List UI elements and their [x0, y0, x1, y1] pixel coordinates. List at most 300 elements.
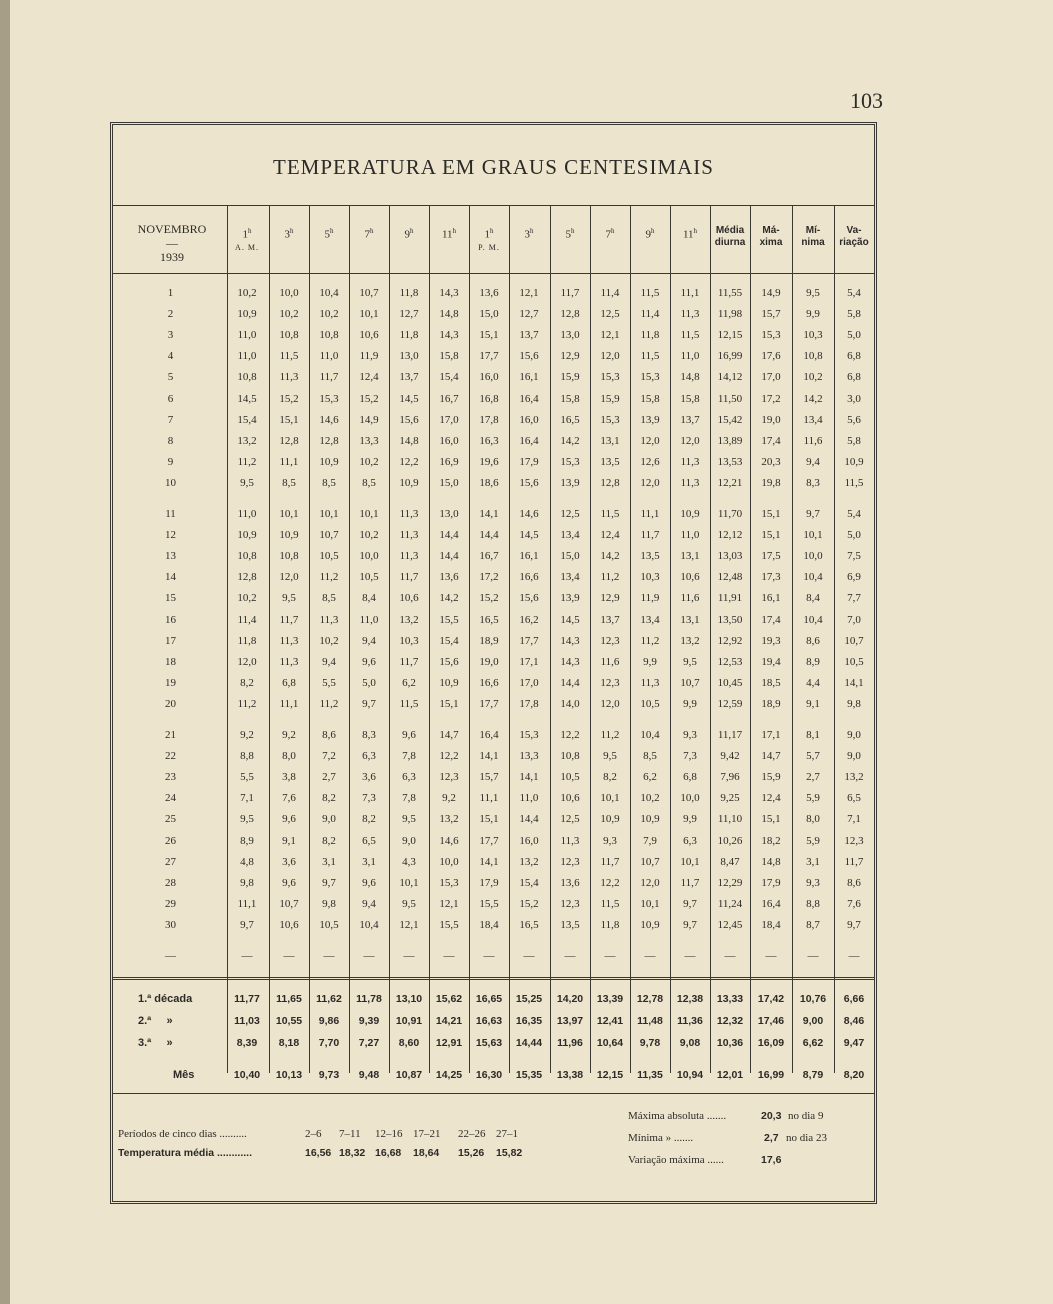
- temperature-cell: 10,8: [560, 750, 580, 763]
- temperature-cell: 7,6: [282, 792, 296, 805]
- temperature-cell: 11,4: [237, 613, 257, 626]
- temperature-cell: 11,5: [680, 329, 700, 342]
- temperature-cell: 13,7: [680, 413, 700, 426]
- temperature-cell: 10,2: [803, 371, 823, 384]
- temperature-cell: 7,7: [847, 592, 861, 605]
- temperature-cell: 13,2: [439, 813, 459, 826]
- temperature-cell: 12,2: [600, 876, 620, 889]
- hour-label: 11$^h$: [682, 227, 698, 241]
- temperature-cell: 10,2: [359, 455, 379, 468]
- temperature-cell: 15,5: [439, 613, 459, 626]
- temperature-cell: 7,1: [847, 813, 861, 826]
- temperature-cell: —: [765, 950, 777, 962]
- temperature-cell: 5,5: [240, 771, 254, 784]
- temperature-cell: 5,6: [847, 413, 861, 426]
- temperature-cell: 7,8: [402, 792, 416, 805]
- summary-value: 16,65: [475, 993, 503, 1005]
- temperature-cell: 11,3: [279, 655, 299, 668]
- temperature-cell: 10,9: [600, 813, 620, 826]
- summary-label: 1.ª década: [138, 993, 193, 1005]
- hour-header: [631, 225, 669, 241]
- summary-value: 8,20: [843, 1069, 865, 1081]
- temperature-cell: 12,4: [600, 529, 620, 542]
- temperature-cell: 18,4: [761, 918, 781, 931]
- temperature-cell: —: [644, 950, 656, 962]
- temperature-cell: 12,0: [600, 350, 620, 363]
- temperature-cell: 17,7: [519, 634, 539, 647]
- summary-value: 8,79: [802, 1069, 824, 1081]
- summary-value: 16,99: [757, 1069, 785, 1081]
- summary-value: 12,01: [716, 1069, 744, 1081]
- temperature-cell: 18,9: [761, 697, 781, 710]
- temperature-cell: 17,8: [479, 413, 499, 426]
- temperature-cell: 7,3: [362, 792, 376, 805]
- temperature-cell: 10,9: [279, 529, 299, 542]
- temperature-cell: —: [724, 950, 736, 962]
- temperature-cell: 13,89: [717, 434, 743, 447]
- temperature-cell: 15,6: [439, 655, 459, 668]
- temperature-cell: 12,3: [439, 771, 459, 784]
- temperature-cell: 16,5: [560, 413, 580, 426]
- temperature-cell: 12,1: [399, 918, 419, 931]
- temperature-cell: 11,3: [560, 834, 580, 847]
- temperature-cell: 12,0: [237, 655, 257, 668]
- temperature-cell: 11,2: [319, 571, 339, 584]
- temperature-cell: —: [483, 950, 495, 962]
- temperature-cell: 17,1: [519, 655, 539, 668]
- temperature-cell: 4,3: [402, 855, 416, 868]
- temperature-cell: —: [523, 950, 535, 962]
- temperature-cell: 11,8: [640, 329, 660, 342]
- summary-value: 16,35: [515, 1015, 543, 1027]
- temperature-cell: 9,6: [402, 729, 416, 741]
- temperature-cell: 13,2: [399, 613, 419, 626]
- temperature-cell: 13,7: [519, 329, 539, 342]
- max-abs-label: Máxima absoluta .......: [628, 1110, 727, 1122]
- temperature-cell: 15,4: [519, 876, 539, 889]
- temperature-cell: 10,1: [640, 897, 660, 910]
- temperature-cell: 16,3: [479, 434, 499, 447]
- period-temperature: 18,64: [413, 1147, 440, 1159]
- day-number: 9: [167, 455, 174, 468]
- temperature-cell: 10,8: [279, 550, 299, 563]
- temperature-cell: 8,2: [322, 834, 336, 847]
- temperature-cell: 9,7: [322, 876, 336, 889]
- hour-header: [350, 225, 388, 241]
- temperature-cell: 10,4: [359, 918, 379, 931]
- temperature-cell: 13,1: [600, 434, 620, 447]
- temperature-cell: 10,0: [439, 855, 459, 868]
- temperature-cell: —: [323, 950, 335, 962]
- temperature-cell: 13,5: [640, 550, 660, 563]
- temperature-cell: 14,1: [844, 676, 864, 689]
- temperature-cell: 16,1: [519, 371, 539, 384]
- temperature-cell: 14,9: [359, 413, 379, 426]
- summary-label: 3.ª »: [138, 1037, 173, 1049]
- temperature-cell: 11,0: [237, 508, 257, 520]
- summary-value: 10,36: [716, 1037, 744, 1049]
- temperature-cell: 20,3: [761, 455, 781, 468]
- temperature-cell: 14,3: [439, 329, 459, 342]
- temperature-cell: 14,0: [560, 697, 580, 710]
- temperature-cell: 16,8: [479, 392, 499, 405]
- temperature-cell: 15,5: [439, 918, 459, 931]
- summary-value: 9,08: [679, 1037, 701, 1049]
- temperature-cell: 10,2: [319, 634, 339, 647]
- temperature-cell: 17,6: [761, 350, 781, 363]
- temperature-cell: 12,5: [560, 813, 580, 826]
- temperature-cell: 11,98: [717, 308, 743, 321]
- temperature-cell: 18,5: [761, 676, 781, 689]
- temperature-cell: 15,42: [717, 413, 743, 426]
- temperature-cell: 11,0: [237, 350, 257, 363]
- temperature-cell: 11,6: [600, 655, 620, 668]
- day-number: 11: [165, 508, 176, 520]
- summary-value: 11,77: [234, 993, 260, 1005]
- temperature-cell: 16,2: [519, 613, 539, 626]
- temperature-cell: 5,0: [847, 329, 861, 342]
- periods-label: Períodos de cinco dias ..........: [118, 1128, 247, 1140]
- variation-value: 17,6: [761, 1154, 782, 1166]
- stat-header-line: Média: [715, 225, 745, 236]
- temperature-cell: 16,4: [519, 392, 539, 405]
- temperature-cell: 11,3: [680, 308, 700, 321]
- period-range: 7–11: [339, 1128, 361, 1140]
- temperature-cell: 11,8: [237, 634, 257, 647]
- temperature-cell: 6,2: [402, 676, 416, 689]
- temperature-cell: 12,0: [640, 434, 660, 447]
- temperature-cell: 3,0: [847, 392, 861, 405]
- temperature-cell: 7,9: [643, 834, 657, 847]
- period-range: 17–21: [413, 1128, 441, 1140]
- temperature-cell: 9,6: [362, 655, 376, 668]
- temperature-cell: 13,4: [560, 529, 580, 542]
- day-number: 3: [167, 329, 174, 342]
- temperature-cell: 4,8: [240, 855, 254, 868]
- temperature-cell: 15,1: [761, 508, 781, 520]
- temperature-cell: 8,3: [362, 729, 376, 741]
- temperature-cell: 17,0: [761, 371, 781, 384]
- temperature-cell: 9,3: [683, 729, 697, 741]
- temperature-cell: 10,1: [359, 508, 379, 520]
- temperature-cell: 4,4: [806, 676, 820, 689]
- temperature-cell: 16,4: [519, 434, 539, 447]
- temperature-cell: 10,4: [803, 613, 823, 626]
- temperature-cell: 12,2: [399, 455, 419, 468]
- temperature-cell: 5,0: [362, 676, 376, 689]
- temperature-cell: 9,7: [240, 918, 254, 931]
- temperature-cell: 11,1: [680, 287, 700, 299]
- period-temperature: 15,26: [458, 1147, 485, 1159]
- temperature-cell: 10,8: [803, 350, 823, 363]
- temperature-cell: 5,9: [806, 834, 820, 847]
- temperature-cell: 2,7: [322, 771, 336, 784]
- stat-header: [751, 225, 791, 249]
- temperature-cell: 15,7: [761, 308, 781, 321]
- temperature-cell: 10,2: [319, 308, 339, 321]
- temperature-cell: 10,4: [803, 571, 823, 584]
- temperature-cell: 11,9: [359, 350, 379, 363]
- hour-header: [470, 225, 508, 254]
- hour-header: [551, 225, 589, 241]
- temperature-cell: 11,0: [680, 529, 700, 542]
- temperature-cell: 11,3: [399, 508, 419, 520]
- temperature-cell: 14,5: [519, 529, 539, 542]
- temperature-cell: 17,9: [519, 455, 539, 468]
- day-number: 26: [165, 834, 176, 847]
- min-day: no dia 23: [786, 1132, 827, 1144]
- temperature-cell: 6,8: [847, 350, 861, 363]
- summary-value: 17,42: [757, 993, 785, 1005]
- temperature-cell: 15,4: [439, 371, 459, 384]
- temperature-cell: 12,9: [600, 592, 620, 605]
- temperature-cell: 15,0: [439, 476, 459, 489]
- temperature-cell: 11,8: [600, 918, 620, 931]
- temperature-cell: 6,8: [847, 371, 861, 384]
- temperature-cell: 10,7: [359, 287, 379, 299]
- period-label: A. M.: [235, 242, 259, 252]
- temperature-cell: 5,9: [806, 792, 820, 805]
- period-label: P. M.: [478, 242, 500, 252]
- temperature-cell: 14,6: [519, 508, 539, 520]
- temperature-cell: 7,0: [847, 613, 861, 626]
- temperature-cell: 12,1: [519, 287, 539, 299]
- hour-header: [390, 225, 428, 241]
- temperature-cell: 10,26: [717, 834, 743, 847]
- temperature-cell: 11,0: [237, 329, 257, 342]
- temperature-cell: 13,2: [844, 771, 864, 784]
- temperature-cell: 10,1: [359, 308, 379, 321]
- temperature-cell: 9,4: [806, 455, 820, 468]
- temperature-cell: 11,7: [279, 613, 299, 626]
- hour-label: 3$^h$: [524, 227, 534, 241]
- temperature-cell: 6,3: [362, 750, 376, 763]
- temperature-cell: 12,8: [560, 308, 580, 321]
- summary-value: 9,86: [318, 1015, 340, 1027]
- temperature-cell: 10,7: [279, 897, 299, 910]
- summary-value: 16,63: [475, 1015, 503, 1027]
- temperature-cell: 17,2: [479, 571, 499, 584]
- temperature-cell: 9,2: [282, 729, 296, 741]
- summary-value: 14,25: [435, 1069, 463, 1081]
- temperature-cell: 14,8: [439, 308, 459, 321]
- temperature-cell: 14,2: [560, 434, 580, 447]
- temperature-cell: 15,3: [761, 329, 781, 342]
- temperature-cell: 12,53: [717, 655, 743, 668]
- temperature-cell: 10,6: [399, 592, 419, 605]
- temperature-cell: 13,0: [560, 329, 580, 342]
- temperature-cell: 12,48: [717, 571, 743, 584]
- temperature-cell: —: [283, 950, 295, 962]
- temperature-cell: 10,1: [680, 855, 700, 868]
- temperature-cell: 11,6: [680, 592, 700, 605]
- hour-header: [310, 225, 348, 241]
- temperature-cell: 11,17: [717, 729, 743, 741]
- temperature-cell: 11,2: [640, 634, 660, 647]
- temperature-cell: 10,5: [640, 697, 660, 710]
- page-binding-edge: [0, 0, 10, 1304]
- temperature-cell: 9,0: [847, 750, 861, 763]
- temperature-cell: 14,9: [761, 287, 781, 299]
- temperature-cell: 12,3: [560, 855, 580, 868]
- temperature-cell: 14,7: [439, 729, 459, 741]
- temperature-cell: 8,5: [643, 750, 657, 763]
- temperature-cell: 7,5: [847, 550, 861, 563]
- temperature-cell: 9,9: [643, 655, 657, 668]
- temperature-cell: 12,7: [519, 308, 539, 321]
- temperature-cell: 15,0: [560, 550, 580, 563]
- temperature-cell: 9,8: [240, 876, 254, 889]
- year-label: 1939: [160, 250, 184, 264]
- stat-header: [711, 225, 749, 249]
- temperature-cell: 15,9: [560, 371, 580, 384]
- temperature-cell: 14,8: [680, 371, 700, 384]
- temperature-cell: 15,3: [600, 371, 620, 384]
- temperature-cell: 9,5: [402, 897, 416, 910]
- temperature-cell: 10,8: [279, 329, 299, 342]
- temperature-cell: 12,4: [761, 792, 781, 805]
- summary-value: 10,91: [395, 1015, 423, 1027]
- temperature-cell: 8,4: [362, 592, 376, 605]
- temperature-cell: 14,2: [439, 592, 459, 605]
- temperature-cell: 6,8: [282, 676, 296, 689]
- temperature-cell: 9,6: [362, 876, 376, 889]
- temperature-cell: 3,1: [806, 855, 820, 868]
- summary-value: 9,78: [639, 1037, 661, 1049]
- temperature-cell: 14,8: [399, 434, 419, 447]
- summary-value: 10,87: [395, 1069, 423, 1081]
- temperature-cell: 12,2: [439, 750, 459, 763]
- temperature-cell: 11,3: [279, 371, 299, 384]
- period-range: 22–26: [458, 1128, 486, 1140]
- temperature-cell: 11,2: [237, 455, 257, 468]
- temperature-cell: 10,0: [803, 550, 823, 563]
- temperature-cell: 13,6: [479, 287, 499, 299]
- month-separator: —: [166, 236, 178, 250]
- temperature-cell: 5,8: [847, 434, 861, 447]
- stat-header-line: Mí-: [805, 225, 821, 236]
- summary-value: 9,47: [843, 1037, 865, 1049]
- day-number: 7: [167, 413, 174, 426]
- temperature-cell: 17,8: [519, 697, 539, 710]
- temperature-cell: 15,6: [399, 413, 419, 426]
- temperature-cell: 11,6: [803, 434, 823, 447]
- temperature-cell: 13,1: [680, 550, 700, 563]
- temperature-cell: 10,7: [844, 634, 864, 647]
- summary-value: 13,39: [596, 993, 624, 1005]
- temperature-cell: 11,1: [479, 792, 499, 805]
- summary-value: 13,38: [556, 1069, 584, 1081]
- temperature-cell: 8,6: [806, 634, 820, 647]
- temperature-cell: 10,5: [359, 571, 379, 584]
- temperature-cell: 11,7: [640, 529, 660, 542]
- temperature-cell: 11,8: [399, 329, 419, 342]
- summary-value: 11,65: [276, 993, 302, 1005]
- temp-media-label: Temperatura média ............: [118, 1147, 253, 1159]
- day-number: 14: [165, 571, 176, 584]
- summary-value: 14,20: [556, 993, 584, 1005]
- temperature-cell: —: [684, 950, 696, 962]
- temperature-cell: 11,3: [680, 476, 700, 489]
- temperature-cell: 11,9: [640, 592, 660, 605]
- summary-value: 8,60: [398, 1037, 420, 1049]
- temperature-cell: 11,2: [600, 729, 620, 741]
- hour-header: [270, 225, 308, 241]
- temperature-cell: 13,03: [717, 550, 743, 563]
- temperature-cell: 9,0: [847, 729, 861, 741]
- temperature-cell: 10,9: [237, 529, 257, 542]
- temperature-cell: 6,5: [362, 834, 376, 847]
- summary-value: 13,10: [395, 993, 423, 1005]
- period-range: 12–16: [375, 1128, 403, 1140]
- temperature-cell: 10,4: [640, 729, 660, 741]
- temperature-cell: 9,3: [603, 834, 617, 847]
- temperature-cell: 17,7: [479, 834, 499, 847]
- hour-label: 5$^h$: [565, 227, 575, 241]
- summary-value: 10,94: [676, 1069, 704, 1081]
- temperature-cell: 7,2: [322, 750, 336, 763]
- temperature-cell: 10,9: [844, 455, 864, 468]
- temperature-cell: 11,1: [237, 897, 257, 910]
- temperature-cell: 15,3: [640, 371, 660, 384]
- temperature-cell: 14,3: [439, 287, 459, 299]
- temperature-cell: 10,7: [640, 855, 660, 868]
- hour-label: 9$^h$: [404, 227, 414, 241]
- temperature-cell: —: [564, 950, 576, 962]
- day-number: 20: [165, 697, 176, 710]
- hour-header: [228, 225, 266, 254]
- summary-value: 7,70: [318, 1037, 340, 1049]
- period-temperature: 16,56: [305, 1147, 332, 1159]
- temperature-cell: 13,7: [399, 371, 419, 384]
- summary-value: 13,97: [556, 1015, 584, 1027]
- temperature-cell: 15,1: [479, 329, 499, 342]
- temperature-cell: 15,4: [237, 413, 257, 426]
- temperature-cell: 19,8: [761, 476, 781, 489]
- temperature-cell: 11,5: [640, 350, 660, 363]
- temperature-cell: 14,1: [519, 771, 539, 784]
- temperature-cell: 16,0: [439, 434, 459, 447]
- day-number: 22: [165, 750, 176, 763]
- summary-value: 17,46: [757, 1015, 785, 1027]
- temperature-cell: 12,8: [279, 434, 299, 447]
- temperature-cell: 12,3: [600, 676, 620, 689]
- temperature-cell: 10,6: [560, 792, 580, 805]
- temperature-cell: 9,8: [847, 697, 861, 710]
- hour-label: 11$^h$: [441, 227, 457, 241]
- temperature-cell: 6,3: [683, 834, 697, 847]
- temperature-cell: 12,0: [680, 434, 700, 447]
- temperature-cell: 5,8: [847, 308, 861, 321]
- temperature-cell: 9,1: [806, 697, 820, 710]
- temperature-cell: 16,4: [479, 729, 499, 741]
- temperature-cell: 6,9: [847, 571, 861, 584]
- temperature-cell: 15,6: [519, 350, 539, 363]
- temperature-cell: 10,3: [399, 634, 419, 647]
- day-number: 23: [165, 771, 176, 784]
- temperature-cell: 9,7: [806, 508, 820, 520]
- temperature-cell: 15,3: [319, 392, 339, 405]
- temperature-cell: 5,7: [806, 750, 820, 763]
- summary-value: 13,33: [716, 993, 744, 1005]
- temperature-cell: 14,8: [761, 855, 781, 868]
- temperature-cell: 10,4: [319, 287, 339, 299]
- page-number: 103: [850, 88, 883, 113]
- temperature-cell: 7,6: [847, 897, 861, 910]
- temperature-cell: 12,0: [640, 876, 660, 889]
- temperature-cell: 11,1: [640, 508, 660, 520]
- temperature-cell: 7,1: [240, 792, 254, 805]
